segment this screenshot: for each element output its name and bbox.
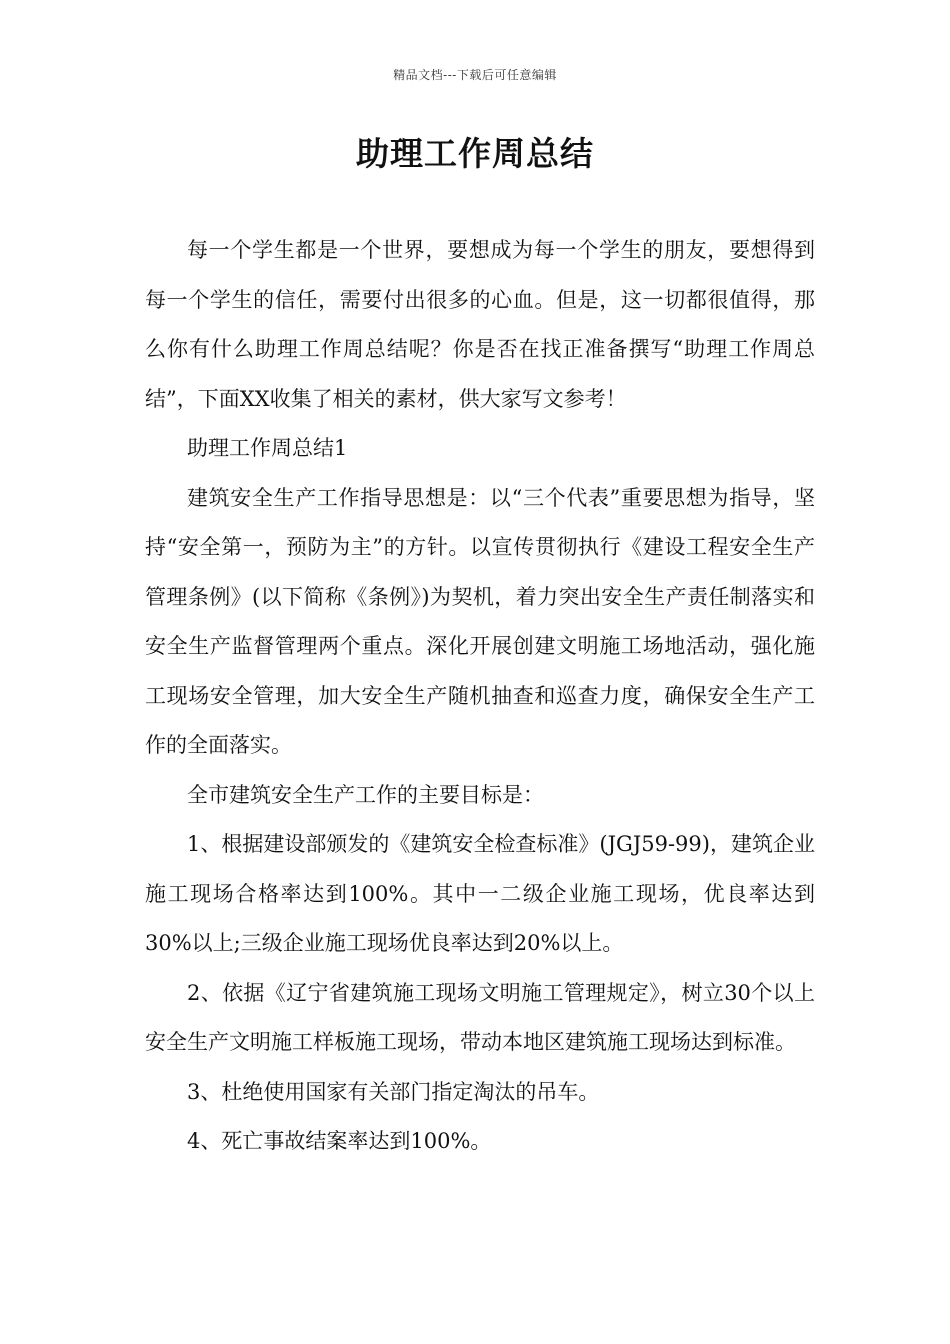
page-title: 助理工作周总结 <box>356 134 594 173</box>
intro-paragraph: 每一个学生都是一个世界，要想成为每一个学生的朋友，要想得到每一个学生的信任，需要付出很多的心血。但是，这一切都很值得，那么你有什么助理工作周总结呢？你是否在找正准备撰写“助理工作周总结”，下面XX收集了相关的素材，供大家写文参考！ <box>145 238 815 411</box>
goal-item-1: 1、根据建设部颁发的《建筑安全检查标准》(JGJ59-99)，建筑企业施工现场合格率达到100%。其中一二级企业施工现场，优良率达到30%以上;三级企业施工现场优良率达到20%以上。 <box>145 832 815 955</box>
goal-item-2: 2、依据《辽宁省建筑施工现场文明施工管理规定》，树立30个以上安全生产文明施工样板施工现场，带动本地区建筑施工现场达到标准。 <box>145 980 815 1054</box>
goal-item-3: 3、杜绝使用国家有关部门指定淘汰的吊车。 <box>187 1079 600 1104</box>
goal-item-4: 4、死亡事故结案率达到100%。 <box>187 1129 492 1153</box>
section-heading: 助理工作周总结1 <box>187 436 348 460</box>
guiding-ideology-paragraph: 建筑安全生产工作指导思想是：以“三个代表”重要思想为指导，坚持“安全第一，预防为主”的方针。以宣传贯彻执行《建设工程安全生产管理条例》(以下简称《条例》)为契机，着力突出安全生产责任制落实和安全生产监督管理两个重点。深化开展创建文明施工场地活动，强化施工现场安全管理，加大安全生产随机抽查和巡查力度，确保安全生产工作的全面落实。 <box>145 485 815 757</box>
header-note: 精品文档---下载后可任意编辑 <box>393 68 557 82</box>
document-body <box>145 226 815 1167</box>
goals-intro-paragraph: 全市建筑安全生产工作的主要目标是： <box>187 782 544 807</box>
